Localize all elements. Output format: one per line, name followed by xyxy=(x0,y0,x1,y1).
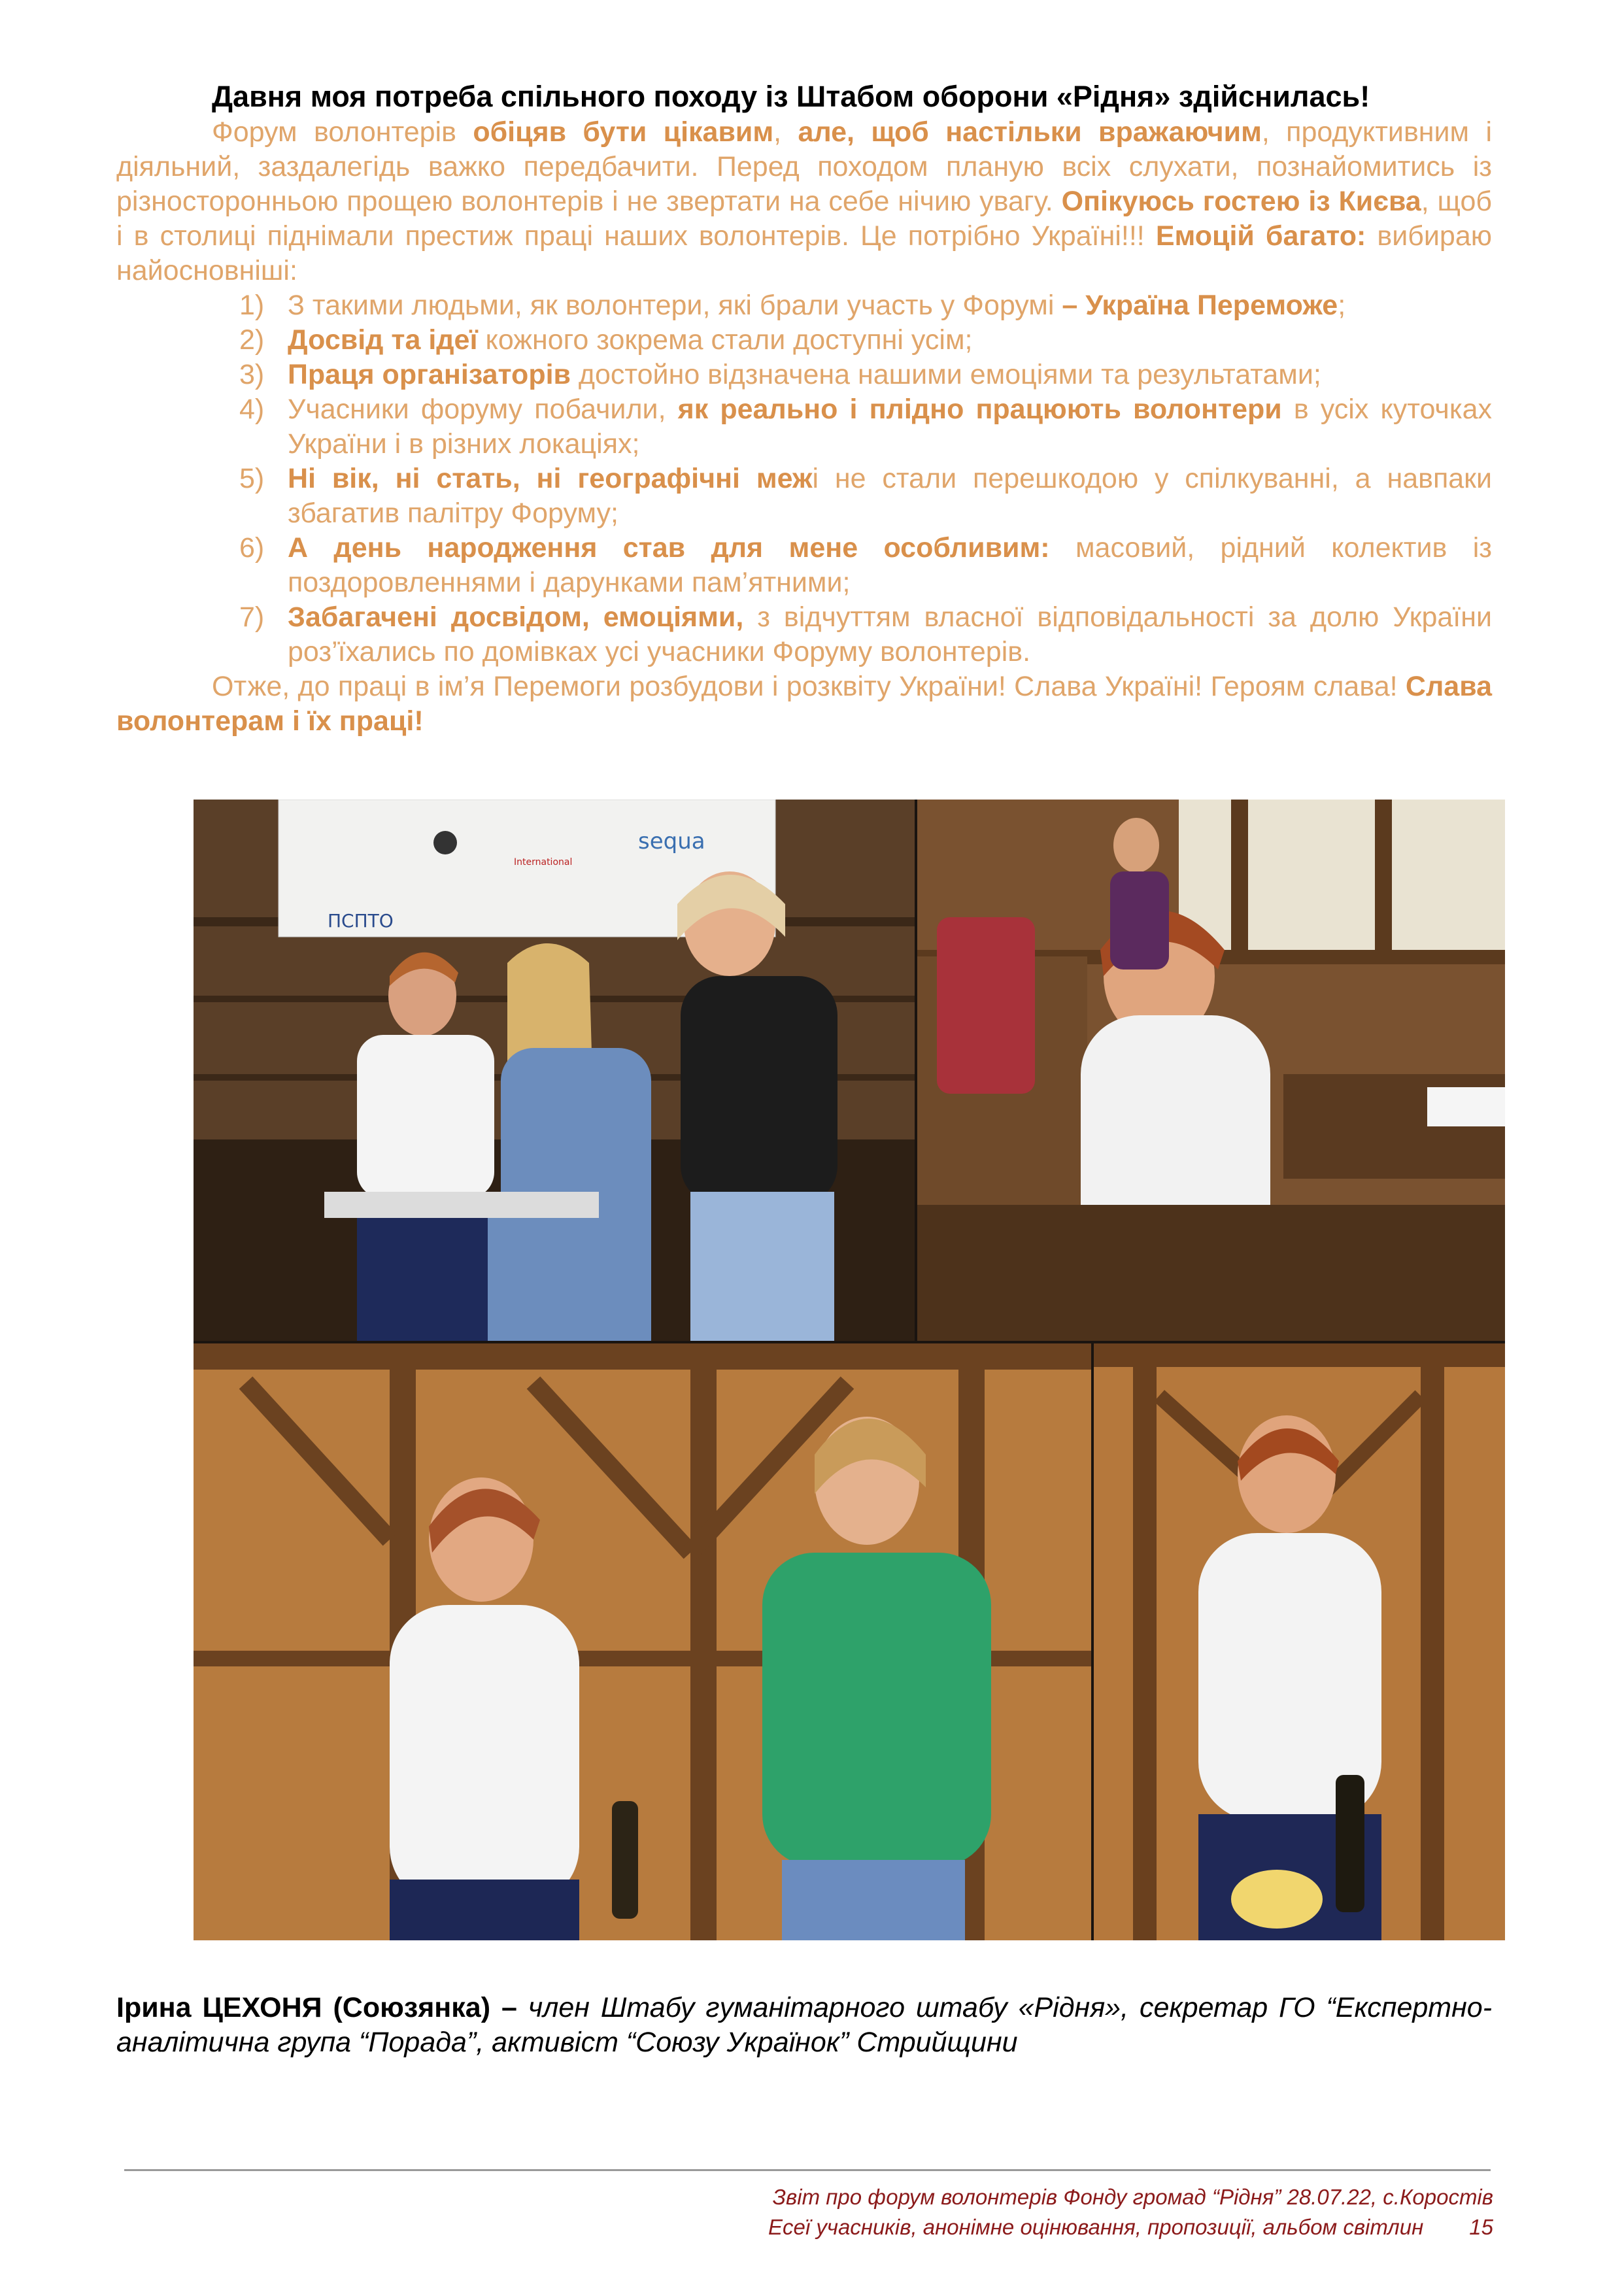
footer-line-2-text: Есеї учасників, анонімне оцінювання, пропозиції, альбом світлин xyxy=(768,2215,1424,2239)
essay-heading: Давня моя потреба спільного походу із Штабом оборони «Рідня» здійснилась! xyxy=(212,80,1370,113)
list-item xyxy=(116,358,1492,392)
list-item-text: З такими людьми, як волонтери, які брали участь у Форумі xyxy=(288,290,1062,321)
closing-text: Отже, до праці в ім’я Перемоги розбудови і розквіту України! Слава Україні! Героям слава! xyxy=(212,671,1406,702)
closing-paragraph xyxy=(116,669,1492,739)
photo-seated-women xyxy=(194,800,915,1341)
intro-bold-2: але, щоб настільки вражаючим xyxy=(798,116,1262,148)
list-item-number: 4) xyxy=(239,394,265,425)
list-item-text: ; xyxy=(1338,290,1346,321)
banner-partner-text-1: International xyxy=(514,857,573,868)
intro-bold-4: Емоцій багато: xyxy=(1155,220,1366,252)
list-item xyxy=(116,600,1492,669)
list-item-text: достойно відзначена нашими емоціями та результатами; xyxy=(570,359,1321,390)
page-footer xyxy=(768,2182,1493,2242)
list-item-number: 6) xyxy=(239,532,265,564)
list-item-text: і не стали перешкодою у спілкуванні, а навпаки збагатив палітру Форуму; xyxy=(288,463,1492,529)
list-item xyxy=(116,462,1492,531)
list-item-bold: Праця організаторів xyxy=(288,359,571,390)
intro-text-3: , продуктивним і діяльний, заздалегідь важко передбачити. Перед походом планую всіх слухати, познайомитись із різносторонньою прощею волонтерів і не звертати на себе нічию увагу. xyxy=(116,116,1493,217)
footer-line-2 xyxy=(768,2212,1493,2242)
photo-woman-table xyxy=(917,800,1505,1341)
list-item-number: 5) xyxy=(239,463,265,494)
list-item-bold: А день народження став для мене особливим: xyxy=(288,532,1050,564)
intro-bold-1: обіцяв бути цікавим xyxy=(473,116,774,148)
list-item-bold: Ні вік, ні стать, ні географічні меж xyxy=(288,463,813,494)
list-item-text: з відчуттям власної відповідальності за долю України роз’їхались по домівках усі учасники Форуму волонтерів. xyxy=(288,601,1492,667)
photo-two-women-toast xyxy=(194,1343,1091,1940)
list-item-bold: Забагачені досвідом, емоціями, xyxy=(288,601,744,633)
list-item xyxy=(116,392,1492,462)
list-item-text: масовий, рідний колектив із поздоровленнями і дарунками пам’ятними; xyxy=(288,532,1492,598)
intro-bold-3: Опікуюсь гостею із Києва xyxy=(1061,186,1421,217)
caption-role: член Штабу гуманітарного штабу «Рідня», секретар ГО “Експертно-аналітична група “Порада”, активіст “Союзу Українок” Стрийщини xyxy=(116,1992,1493,2058)
list-item-number: 3) xyxy=(239,359,265,390)
list-item-text: в усіх куточках України і в різних локаціях; xyxy=(288,394,1493,460)
footer-divider xyxy=(124,2169,1491,2171)
essay-body xyxy=(116,78,1492,739)
page-number: 15 xyxy=(1469,2215,1493,2239)
photo-collage xyxy=(194,800,1505,1940)
list-item-bold: Досвід та ідеї xyxy=(288,324,478,356)
list-item-bold: – Україна Переможе xyxy=(1062,290,1338,321)
photo-woman-hand-chest xyxy=(1094,1343,1505,1940)
list-item-number: 2) xyxy=(239,324,265,356)
intro-text-4: , щоб і в столиці піднімали престиж праці наших волонтерів. Це потрібно Україні!!! xyxy=(116,186,1492,252)
list-item xyxy=(116,288,1492,323)
footer-line-1: Звіт про форум волонтерів Фонду громад “Рідня” 28.07.22, с.Коростів xyxy=(772,2185,1493,2209)
banner-logo-text: ПСПТО xyxy=(328,910,394,932)
list-item xyxy=(116,323,1492,358)
list-item-number: 7) xyxy=(239,601,265,633)
banner-partner-text-2: sequa xyxy=(638,828,705,854)
list-item-text: Учасники форуму побачили, xyxy=(288,394,678,425)
caption-name: Ірина ЦЕХОНЯ (Союзянка) – xyxy=(116,1992,517,2023)
list-item-text: кожного зокрема стали доступні усім; xyxy=(477,324,973,356)
intro-paragraph xyxy=(116,115,1492,288)
list-item-bold: як реально і плідно працюють волонтери xyxy=(677,394,1282,425)
closing-bold: Слава волонтерам і їх праці! xyxy=(116,671,1492,737)
intro-text-5: вибираю найосновніші: xyxy=(116,220,1493,286)
intro-text-2: , xyxy=(773,116,798,148)
emotions-list xyxy=(116,288,1492,669)
list-item-number: 1) xyxy=(239,290,265,321)
intro-text-1: Форум волонтерів xyxy=(212,116,473,148)
photo-caption xyxy=(116,1991,1492,2060)
list-item xyxy=(116,531,1492,600)
